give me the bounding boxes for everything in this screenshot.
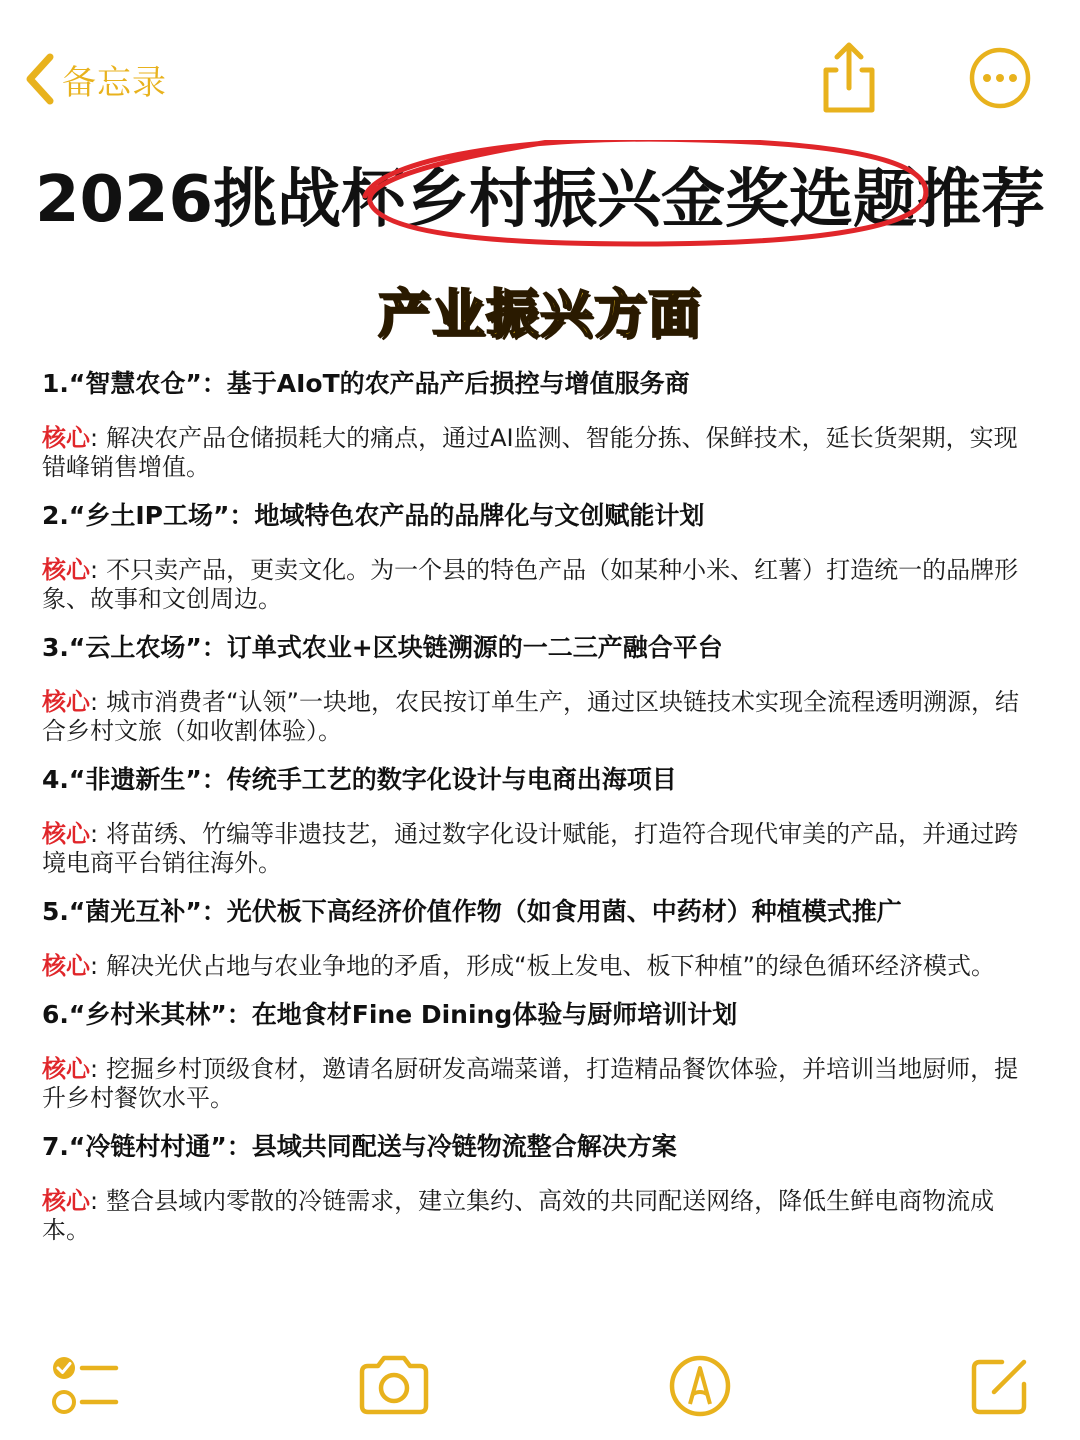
checklist-button[interactable]: [50, 1354, 120, 1422]
item-description: [42, 952, 1032, 981]
item-title: 4.“非遗新生”：传统手工艺的数字化设计与电商出海项目: [42, 765, 677, 794]
compose-button[interactable]: [968, 1354, 1032, 1422]
checklist-icon: [50, 1354, 120, 1418]
ellipsis-circle-icon: [968, 46, 1032, 110]
back-button[interactable]: [22, 44, 167, 114]
item-body-text: 将苗绣、竹编等非遗技艺，通过数字化设计赋能，打造符合现代审美的产品，并通过跨境电商平台销往海外。: [42, 820, 1019, 877]
share-icon: [816, 40, 882, 114]
item-body-text: 城市消费者“认领”一块地，农民按订单生产，通过区块链技术实现全流程透明溯源，结合乡村文旅（如收割体验）。: [42, 688, 1019, 745]
core-separator: :: [90, 1187, 99, 1215]
title-area: [0, 140, 1080, 260]
list-item: [42, 366, 1032, 482]
item-title: 6.“乡村米其林”：在地食材Fine Dining体验与厨师培训计划: [42, 1000, 738, 1029]
item-body-text: 解决农产品仓储损耗大的痛点，通过AI监测、智能分拣、保鲜技术，延长货架期，实现错峰销售增值。: [42, 424, 1018, 481]
item-title: 5.“菌光互补”：光伏板下高经济价值作物（如食用菌、中药材）种植模式推广: [42, 897, 902, 926]
note-content: [42, 366, 1032, 1261]
item-description: [42, 556, 1032, 614]
core-label: 核心: [42, 1055, 90, 1083]
item-title: 7.“冷链村村通”：县域共同配送与冷链物流整合解决方案: [42, 1132, 677, 1161]
core-separator: :: [90, 952, 99, 980]
camera-icon: [356, 1354, 432, 1416]
core-label: 核心: [42, 556, 90, 584]
back-label: 备忘录: [62, 62, 167, 103]
section-heading: 产业振兴方面: [377, 285, 702, 345]
list-item: [42, 997, 1032, 1113]
item-title: 2.“乡土IP工场”：地域特色农产品的品牌化与文创赋能计划: [42, 501, 705, 530]
item-body-text: 不只卖产品，更卖文化。为一个县的特色产品（如某种小米、红薯）打造统一的品牌形象、故事和文创周边。: [42, 556, 1019, 613]
item-title: 1.“智慧农仓”：基于AIoT的农产品产后损控与增值服务商: [42, 369, 690, 398]
item-description: [42, 1187, 1032, 1245]
list-item: [42, 498, 1032, 614]
item-description: [42, 424, 1032, 482]
page-title: 2026挑战杯乡村振兴金奖选题推荐: [34, 163, 1046, 237]
list-item: [42, 894, 1032, 981]
bottom-toolbar: [0, 1350, 1080, 1440]
item-title: 3.“云上农场”：订单式农业+区块链溯源的一二三产融合平台: [42, 633, 723, 662]
more-options-button[interactable]: [968, 46, 1032, 110]
list-item: [42, 762, 1032, 878]
core-separator: :: [90, 1055, 99, 1083]
core-separator: :: [90, 820, 99, 848]
core-label: 核心: [42, 688, 90, 716]
navigation-bar: [0, 0, 1080, 140]
share-button[interactable]: [816, 40, 882, 114]
markup-button[interactable]: [668, 1354, 732, 1422]
item-description: [42, 820, 1032, 878]
item-body-text: 挖掘乡村顶级食材，邀请名厨研发高端菜谱，打造精品餐饮体验，并培训当地厨师，提升乡村餐饮水平。: [42, 1055, 1019, 1112]
core-label: 核心: [42, 820, 90, 848]
pen-tip-circle-icon: [668, 1354, 732, 1418]
core-label: 核心: [42, 952, 90, 980]
core-separator: :: [90, 556, 99, 584]
list-item: [42, 1129, 1032, 1245]
core-label: 核心: [42, 1187, 90, 1215]
item-body-text: 解决光伏占地与农业争地的矛盾，形成“板上发电、板下种植”的绿色循环经济模式。: [106, 952, 995, 980]
item-body-text: 整合县域内零散的冷链需求，建立集约、高效的共同配送网络，降低生鲜电商物流成本。: [42, 1187, 995, 1244]
core-separator: :: [90, 688, 99, 716]
chevron-left-icon: [22, 51, 56, 107]
highlight-circle-icon: [0, 140, 1080, 260]
list-item: [42, 630, 1032, 746]
compose-icon: [968, 1354, 1032, 1418]
item-description: [42, 688, 1032, 746]
item-description: [42, 1055, 1032, 1113]
camera-button[interactable]: [356, 1354, 432, 1420]
core-separator: :: [90, 424, 99, 452]
core-label: 核心: [42, 424, 90, 452]
